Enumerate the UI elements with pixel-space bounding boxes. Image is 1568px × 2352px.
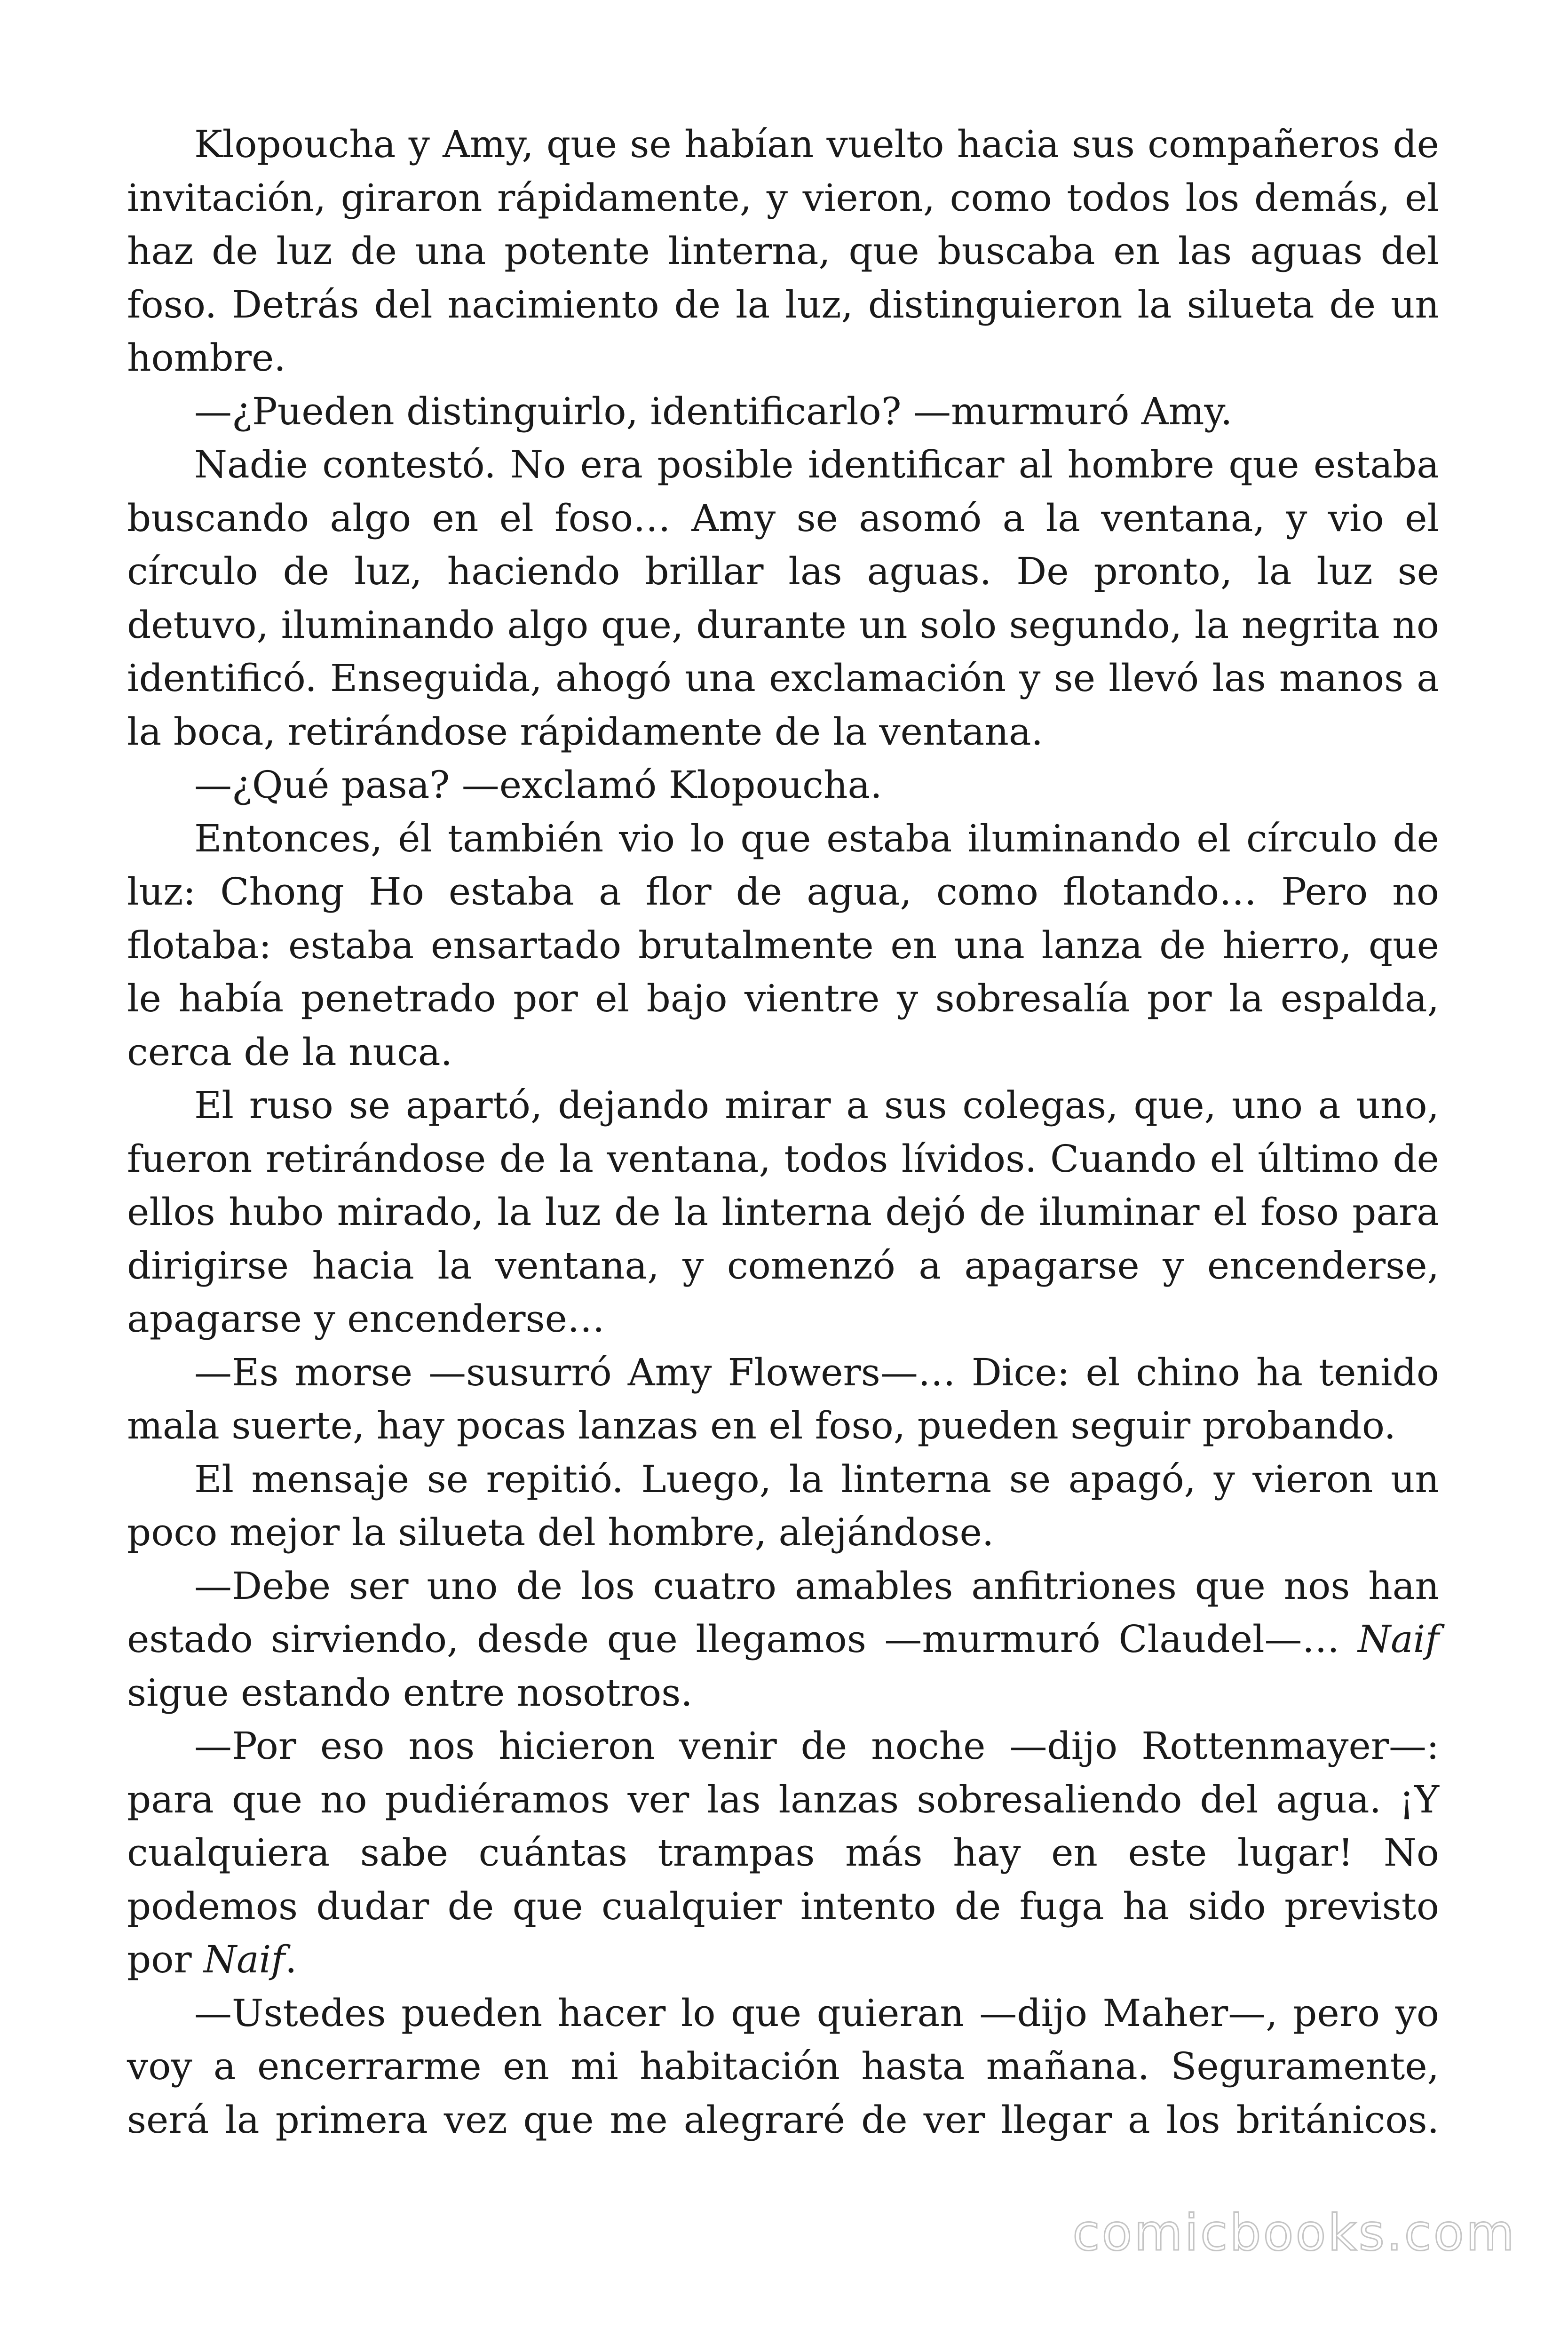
paragraph: —Ustedes pueden hacer lo que quieran —dijo Maher—, pero yo voy a encerrarme en mi habitación hasta mañana. Seguramente, será la primera vez que me alegraré de ver llegar a los británicos.	[127, 1991, 1439, 2142]
emphasized-name: Naif	[204, 1938, 285, 1981]
paragraph: —¿Qué pasa? —exclamó Klopoucha.	[194, 763, 882, 807]
book-page-text	[127, 118, 1439, 2146]
paragraph: El mensaje se repitió. Luego, la linterna se apagó, y vieron un poco mejor la silueta del hombre, alejándose.	[127, 1457, 1439, 1554]
paragraph-text: sigue estando entre nosotros.	[127, 1670, 693, 1715]
paragraph: Klopoucha y Amy, que se habían vuelto hacia sus compañeros de invitación, giraron rápidamente, y vieron, como todos los demás, el haz de luz de una potente linterna, que buscaba en las aguas del foso. Detrás del nacimiento de la luz, distinguieron la silueta de un hombre.	[127, 122, 1439, 380]
paragraph: —¿Pueden distinguirlo, identificarlo? —murmuró Amy.	[194, 389, 1233, 433]
paragraph: Nadie contestó. No era posible identificar al hombre que estaba buscando algo en el foso… Amy se asomó a la ventana, y vio el círculo de luz, haciendo brillar las aguas. De pronto, la luz se detuvo, iluminando algo que, durante un solo segundo, la negrita no identificó. Enseguida, ahogó una exclamación y se llevó las manos a la boca, retirándose rápidamente de la ventana.	[127, 443, 1439, 754]
paragraph: Entonces, él también vio lo que estaba iluminando el círculo de luz: Chong Ho estaba a flor de agua, como flotando… Pero no flotaba: estaba ensartado brutalmente en una lanza de hierro, que le había penetrado por el bajo vientre y sobresalía por la espalda, cerca de la nuca.	[127, 816, 1439, 1074]
paragraph-text: .	[285, 1938, 297, 1981]
paragraph: El ruso se apartó, dejando mirar a sus colegas, que, uno a uno, fueron retirándose de la ventana, todos lívidos. Cuando el último de ellos hubo mirado, la luz de la linterna dejó de iluminar el foso para dirigirse hacia la ventana, y comenzó a apagarse y encenderse, apagarse y encenderse…	[127, 1083, 1439, 1341]
paragraph	[127, 1719, 1439, 1986]
paragraph-text: —Por eso nos hicieron venir de noche —dijo Rottenmayer—: para que no pudiéramos ver las lanzas sobresaliendo del agua. ¡Y cualquiera sabe cuántas trampas más hay en este lugar! No podemos dudar de que cualquier intento de fuga ha sido previsto por	[127, 1724, 1439, 1981]
watermark: comicbooks.com	[1072, 2204, 1516, 2262]
paragraph	[127, 1559, 1439, 1720]
emphasized-name: Naif	[1358, 1617, 1439, 1661]
paragraph: —Es morse —susurró Amy Flowers—… Dice: el chino ha tenido mala suerte, hay pocas lanzas en el foso, pueden seguir probando.	[127, 1350, 1439, 1447]
paragraph-text: —Debe ser uno de los cuatro amables anfitriones que nos han estado sirviendo, desde que llegamos —murmuró Claudel—…	[127, 1564, 1439, 1661]
